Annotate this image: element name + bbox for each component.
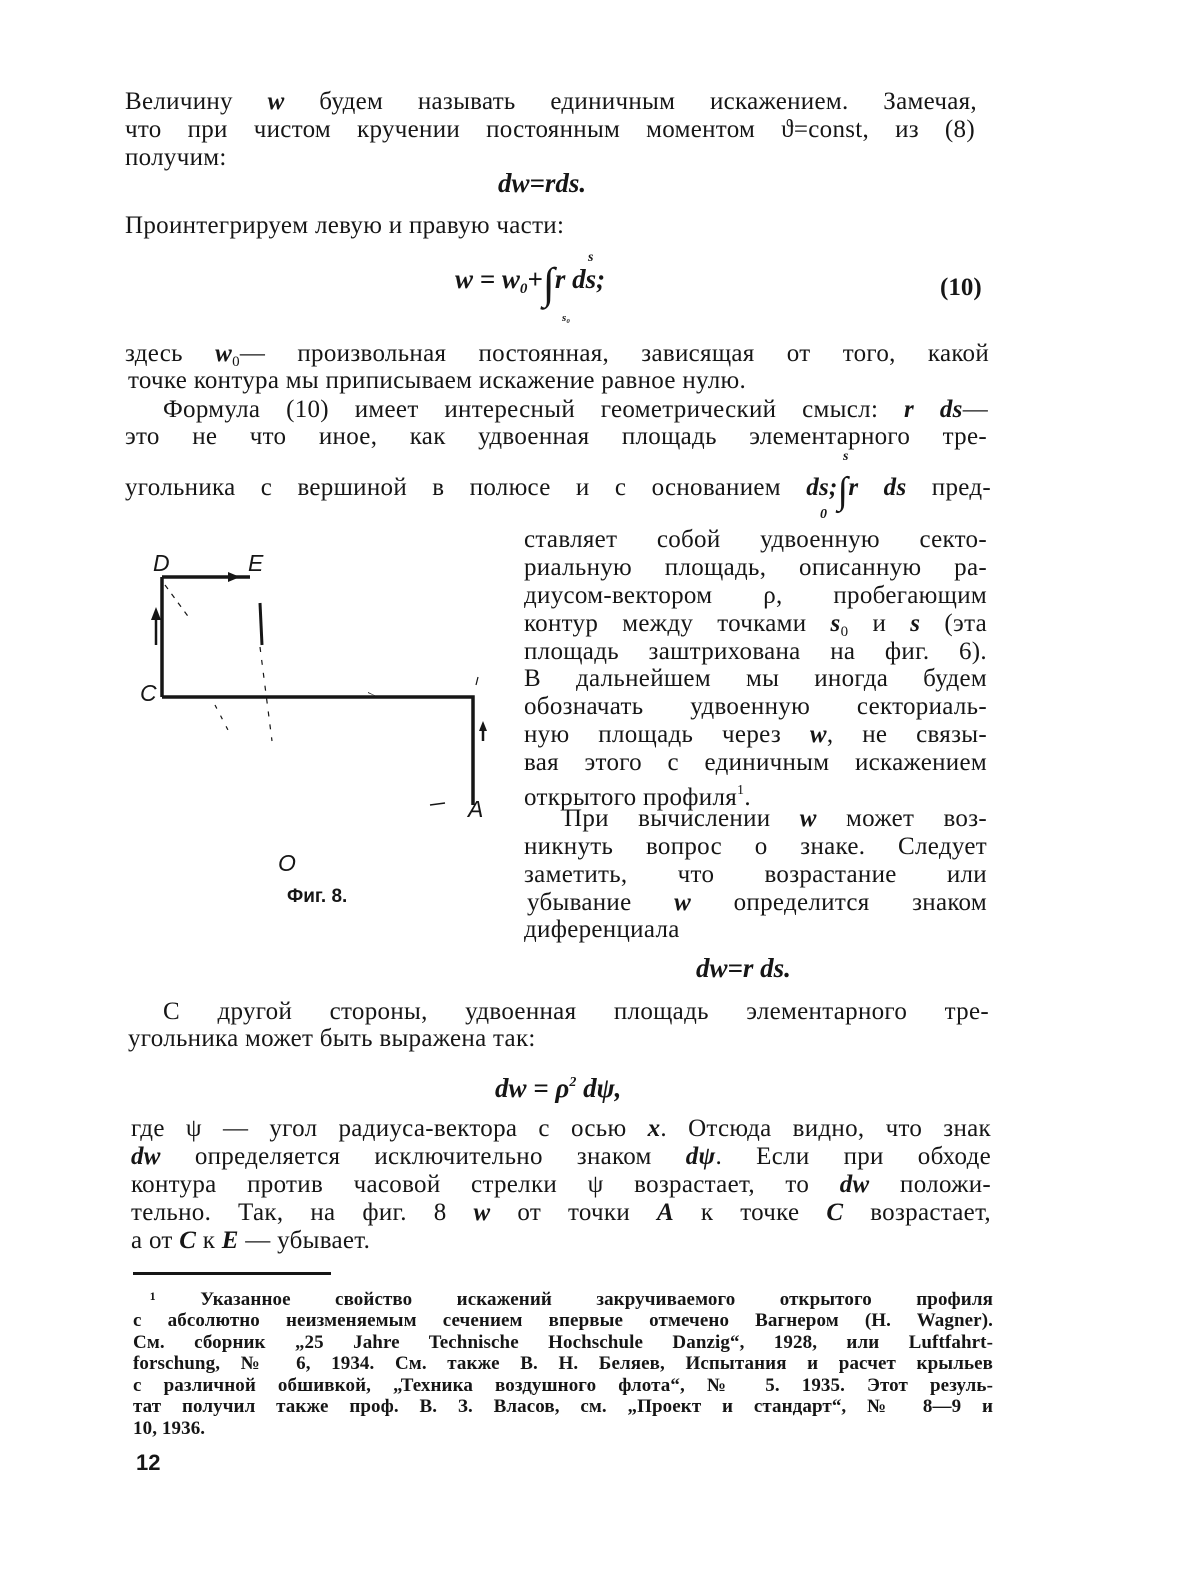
rc-line8: ную площадь через w, не связы- bbox=[524, 721, 987, 748]
eq10-upper-limit: s bbox=[588, 250, 594, 265]
footnote-line5: с различной обшивкой, „Техника воздушного флота“, № 5. 1935. Этот резуль- bbox=[133, 1375, 993, 1396]
arrow-head-a bbox=[479, 721, 487, 731]
equation-10: $w = w_0+\int r$ ds; bbox=[455, 259, 606, 308]
fig-label-d: D bbox=[153, 550, 170, 576]
figure-caption: Фиг. 8. bbox=[287, 886, 348, 907]
para3-line1: Формула (10) имеет интересный геометрический смысл: r ds— bbox=[163, 396, 988, 423]
equation-number-10: (10) bbox=[940, 274, 982, 301]
rc-line14: убывание w определится знаком bbox=[527, 889, 987, 916]
para2-line2: точке контура мы приписываем искажение равное нулю. bbox=[128, 367, 746, 394]
footnote-line2: с абсолютно неизменяемым сечением впервые отмечено Вагнером (H. Wagner). bbox=[133, 1310, 993, 1331]
rc-line11: При вычислении w может воз- bbox=[564, 805, 988, 832]
figure-8 bbox=[140, 545, 500, 905]
footnote-line7: 10, 1936. bbox=[133, 1418, 206, 1439]
integrate-line: Проинтегрируем левую и правую части: bbox=[125, 212, 565, 239]
radius-line-a bbox=[430, 803, 445, 805]
radius-line-top bbox=[476, 677, 478, 685]
para1-line2: что при чистом кручении постоянным моментом ϑ=const, из (8) bbox=[125, 116, 975, 143]
arrow-head-de bbox=[228, 572, 240, 582]
para4-line1: С другой стороны, удвоенная площадь элементарного тре- bbox=[163, 998, 989, 1025]
arrow-head-d bbox=[151, 607, 161, 620]
para5-line1: где ψ — угол радиуса-вектора с осью x. Отсюда видно, что знак bbox=[131, 1115, 991, 1142]
radius-line-e bbox=[260, 647, 272, 741]
para4-line2: угольника может быть выражена так: bbox=[128, 1025, 536, 1052]
para3-int-upper: s bbox=[843, 449, 849, 464]
equation-dw-rds: dw=rds. bbox=[498, 168, 587, 198]
equation-dw-r-ds: dw=r ds. bbox=[696, 953, 791, 983]
fig-label-o: O bbox=[278, 850, 296, 876]
rc-line5: площадь заштрихована на фиг. 6). bbox=[524, 638, 987, 665]
footnote-line1: ¹ Указанное свойство искажений закручиваемого открытого профиля bbox=[150, 1289, 993, 1310]
rc-line7: обозначать удвоенную секториаль- bbox=[524, 693, 987, 720]
para5-line4: тельно. Так, на фиг. 8 w от точки A к точке C возрастает, bbox=[131, 1199, 991, 1226]
rc-line13: заметить, что возрастание или bbox=[524, 861, 987, 888]
rc-line12: никнуть вопрос о знаке. Следует bbox=[524, 833, 987, 860]
eq10-lower-limit: s₀ bbox=[562, 312, 571, 324]
para5-line2: dw определяется исключительно знаком dψ. Если при обходе bbox=[131, 1143, 991, 1170]
page-number: 12 bbox=[136, 1450, 161, 1475]
para3-int-lower: 0 bbox=[820, 507, 827, 522]
radius-line-c bbox=[215, 705, 228, 730]
arrow-edge-e bbox=[260, 603, 262, 645]
rc-line10: открытого профиля$^1$. bbox=[524, 783, 751, 811]
rc-line15: диференциала bbox=[524, 916, 680, 943]
para5-line5: а от C к E — убывает. bbox=[131, 1227, 371, 1254]
radius-line-d bbox=[165, 585, 190, 619]
footnote-line3: См. сборник „25 Jahre Technische Hochschule Danzig“, 1928, или Luftfahrt- bbox=[133, 1332, 993, 1353]
fig-label-e: E bbox=[248, 550, 264, 576]
rc-line6: В дальнейшем мы иногда будем bbox=[524, 665, 987, 692]
equation-dw-rho: dw = $\rho^2$ dψ, bbox=[495, 1073, 622, 1103]
rc-line1: ставляет собой удвоенную секто- bbox=[524, 526, 987, 553]
para5-line3: контура против часовой стрелки ψ возрастает, то dw положи- bbox=[131, 1171, 992, 1198]
footnote-line6: тат получил также проф. В. З. Власов, см. „Проект и стандарт“, № 8—9 и bbox=[133, 1396, 993, 1417]
footnote-rule bbox=[133, 1272, 331, 1275]
profile-edge-ca bbox=[162, 697, 473, 805]
rc-line2: риальную площадь, описанную ра- bbox=[524, 554, 987, 581]
para1-line3: получим: bbox=[125, 144, 227, 171]
rc-line9: вая этого с единичным искажением bbox=[524, 749, 987, 776]
para2-line1: здесь $w_0—$ произвольная постоянная, зависящая от того, какой bbox=[125, 340, 989, 370]
para3-line2: это не что иное, как удвоенная площадь элементарного тре- bbox=[125, 423, 987, 450]
rc-line3: диусом-вектором ρ, пробегающим bbox=[524, 582, 987, 609]
fig-label-a: A bbox=[468, 796, 484, 822]
footnote-line4: forschung, № 6, 1934. См. также В. Н. Беляев, Испытания и расчет крыльев bbox=[133, 1353, 993, 1374]
para3-line3: угольника с вершиной в полюсе и с основанием ds;∫r ds пред- bbox=[125, 470, 991, 512]
fig-label-c: C bbox=[140, 680, 157, 706]
para1-line1: Величину w будем называть единичным искажением. Замечая, bbox=[125, 88, 977, 115]
rc-line4: контур между точками $s_0$ и s (эта bbox=[524, 610, 987, 640]
